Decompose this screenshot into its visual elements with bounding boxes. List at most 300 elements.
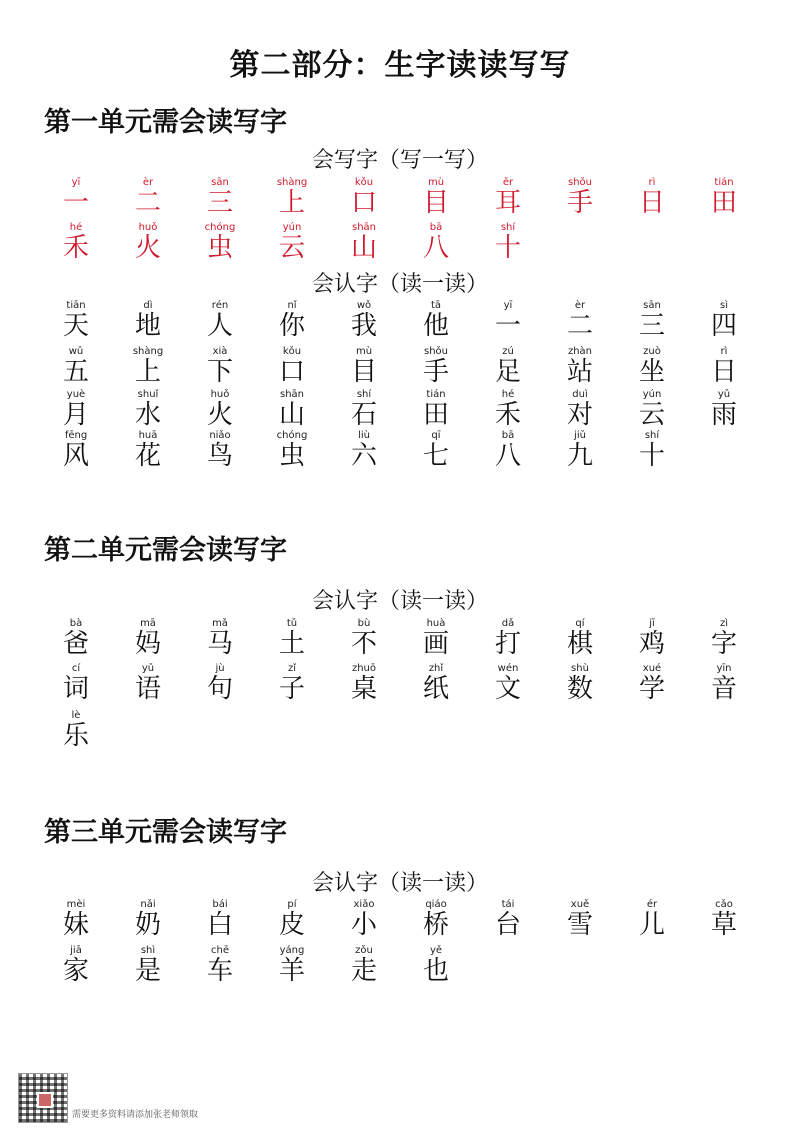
hanzi: 学 — [638, 674, 665, 704]
pinyin: jī — [649, 618, 655, 629]
pinyin: zuò — [643, 346, 661, 357]
pinyin: qiáo — [425, 899, 447, 910]
character-cell — [112, 177, 184, 221]
pinyin: yǔ — [141, 663, 155, 674]
character-cell — [328, 177, 400, 221]
pinyin: wǒ — [356, 300, 372, 311]
pinyin: duì — [572, 389, 588, 400]
group-label: 会写字（写一写） — [311, 148, 488, 173]
pinyin: zhǐ — [428, 663, 444, 674]
hanzi: 句 — [206, 674, 233, 704]
character-cell — [544, 899, 616, 943]
pinyin: jiā — [70, 945, 82, 956]
character-cell — [328, 346, 400, 390]
pinyin: bā — [429, 222, 443, 233]
pinyin: cǎo — [715, 899, 733, 910]
character-cell — [688, 389, 760, 433]
hanzi: 耳 — [494, 188, 521, 218]
group-label: 会认字（读一读） — [311, 589, 488, 614]
pinyin: qí — [575, 618, 585, 629]
hanzi: 台 — [494, 910, 521, 940]
hanzi: 七 — [422, 441, 449, 471]
hanzi: 九 — [566, 441, 593, 471]
character-cell — [328, 663, 400, 707]
hanzi: 四 — [710, 311, 737, 341]
character-cell — [688, 899, 760, 943]
hanzi: 火 — [134, 233, 161, 263]
hanzi: 石 — [350, 400, 377, 430]
pinyin: ér — [646, 899, 658, 910]
hanzi: 三 — [206, 188, 233, 218]
pinyin: qī — [431, 430, 441, 441]
hanzi: 目 — [422, 188, 449, 218]
pinyin: huà — [426, 618, 446, 629]
hanzi: 田 — [710, 188, 737, 218]
hanzi: 上 — [278, 188, 305, 218]
character-cell — [472, 389, 544, 433]
pinyin: zǒu — [355, 945, 373, 956]
character-cell — [544, 430, 616, 474]
pinyin: kǒu — [354, 177, 374, 188]
character-cell — [472, 222, 544, 266]
character-cell — [328, 945, 400, 989]
hanzi: 乐 — [62, 721, 89, 751]
hanzi: 站 — [566, 357, 593, 387]
character-cell — [40, 300, 112, 344]
character-cell — [472, 346, 544, 390]
pinyin: shǒu — [423, 346, 448, 357]
pinyin: shàng — [276, 177, 308, 188]
character-cell — [40, 663, 112, 707]
pinyin: zì — [719, 618, 729, 629]
pinyin: shuǐ — [137, 389, 159, 400]
character-cell — [184, 899, 256, 943]
pinyin: niǎo — [209, 430, 231, 441]
character-cell — [184, 389, 256, 433]
character-cell — [616, 663, 688, 707]
hanzi: 家 — [62, 956, 89, 986]
hanzi: 土 — [278, 629, 305, 659]
character-cell — [400, 663, 472, 707]
page-title: 第二部分：生字读读写写 — [229, 48, 571, 83]
character-cell — [472, 899, 544, 943]
qr-code — [18, 1073, 68, 1123]
character-cell — [544, 663, 616, 707]
pinyin: mǎ — [212, 618, 228, 629]
character-row — [40, 346, 770, 390]
character-cell — [112, 300, 184, 344]
character-row — [40, 618, 770, 662]
hanzi: 羊 — [278, 956, 305, 986]
character-cell — [688, 300, 760, 344]
pinyin: wén — [497, 663, 519, 674]
section-heading: 第二单元需会读写字 — [44, 535, 287, 566]
hanzi: 车 — [206, 956, 233, 986]
hanzi: 鸟 — [206, 441, 233, 471]
hanzi: 天 — [62, 311, 89, 341]
pinyin: xiǎo — [353, 899, 375, 910]
hanzi: 桌 — [350, 674, 377, 704]
pinyin: shí — [356, 389, 372, 400]
character-cell — [616, 177, 688, 221]
character-cell — [616, 618, 688, 662]
hanzi: 坐 — [638, 357, 665, 387]
hanzi: 云 — [638, 400, 665, 430]
pinyin: huā — [138, 430, 158, 441]
character-cell — [112, 222, 184, 266]
pinyin: dì — [143, 300, 153, 311]
character-cell — [472, 618, 544, 662]
character-row — [40, 710, 770, 754]
character-row — [40, 945, 770, 989]
character-cell — [616, 430, 688, 474]
pinyin: ěr — [502, 177, 514, 188]
character-cell — [256, 430, 328, 474]
pinyin: tā — [430, 300, 442, 311]
pinyin: mèi — [66, 899, 86, 910]
character-cell — [256, 300, 328, 344]
hanzi: 你 — [278, 311, 305, 341]
pinyin: yún — [642, 389, 662, 400]
character-cell — [328, 389, 400, 433]
pinyin: zǐ — [287, 663, 297, 674]
character-cell — [256, 899, 328, 943]
character-cell — [184, 618, 256, 662]
character-cell — [40, 389, 112, 433]
hanzi: 手 — [422, 357, 449, 387]
pinyin: chóng — [204, 222, 236, 233]
hanzi: 儿 — [638, 910, 665, 940]
pinyin: hé — [69, 222, 83, 233]
character-cell — [256, 346, 328, 390]
pinyin: tiān — [66, 300, 86, 311]
character-cell — [184, 430, 256, 474]
hanzi: 八 — [494, 441, 521, 471]
pinyin: mù — [427, 177, 445, 188]
hanzi: 雪 — [566, 910, 593, 940]
character-cell — [400, 899, 472, 943]
hanzi: 虫 — [278, 441, 305, 471]
character-cell — [256, 177, 328, 221]
character-cell — [688, 618, 760, 662]
hanzi: 白 — [206, 910, 233, 940]
pinyin: kǒu — [282, 346, 302, 357]
hanzi: 禾 — [62, 233, 89, 263]
pinyin: bù — [357, 618, 371, 629]
hanzi: 月 — [62, 400, 89, 430]
character-cell — [256, 618, 328, 662]
hanzi: 二 — [566, 311, 593, 341]
pinyin: shǒu — [567, 177, 592, 188]
hanzi: 是 — [134, 956, 161, 986]
character-cell — [400, 389, 472, 433]
character-cell — [544, 177, 616, 221]
section-heading: 第一单元需会读写字 — [44, 107, 287, 138]
pinyin: lè — [71, 710, 81, 721]
character-cell — [184, 663, 256, 707]
pinyin: yún — [282, 222, 302, 233]
hanzi: 八 — [422, 233, 449, 263]
character-cell — [256, 945, 328, 989]
hanzi: 草 — [710, 910, 737, 940]
character-cell — [184, 177, 256, 221]
pinyin: shān — [351, 222, 376, 233]
character-cell — [472, 177, 544, 221]
character-row — [40, 430, 770, 474]
group-label: 会认字（读一读） — [311, 871, 488, 896]
character-cell — [400, 618, 472, 662]
hanzi: 鸡 — [638, 629, 665, 659]
character-cell — [544, 300, 616, 344]
hanzi: 日 — [638, 188, 665, 218]
pinyin: shàng — [132, 346, 164, 357]
pinyin: fēng — [64, 430, 88, 441]
hanzi: 口 — [278, 357, 305, 387]
character-cell — [40, 945, 112, 989]
character-cell — [544, 618, 616, 662]
character-cell — [184, 346, 256, 390]
hanzi: 目 — [350, 357, 377, 387]
character-row — [40, 177, 770, 221]
pinyin: sì — [720, 300, 728, 311]
pinyin: huǒ — [138, 222, 158, 233]
character-cell — [112, 899, 184, 943]
hanzi: 虫 — [206, 233, 233, 263]
hanzi: 山 — [278, 400, 305, 430]
hanzi: 奶 — [134, 910, 161, 940]
character-cell — [328, 899, 400, 943]
hanzi: 火 — [206, 400, 233, 430]
pinyin: chē — [211, 945, 229, 956]
hanzi: 上 — [134, 357, 161, 387]
hanzi: 词 — [62, 674, 89, 704]
character-cell — [40, 899, 112, 943]
character-cell — [544, 346, 616, 390]
pinyin: bā — [501, 430, 515, 441]
pinyin: shí — [500, 222, 516, 233]
hanzi: 打 — [494, 629, 521, 659]
hanzi: 纸 — [422, 674, 449, 704]
pinyin: shù — [571, 663, 589, 674]
hanzi: 五 — [62, 357, 89, 387]
character-cell — [544, 389, 616, 433]
character-cell — [184, 945, 256, 989]
hanzi: 人 — [206, 311, 233, 341]
character-cell — [256, 663, 328, 707]
character-cell — [328, 430, 400, 474]
character-row — [40, 222, 770, 266]
hanzi: 也 — [422, 956, 449, 986]
hanzi: 云 — [278, 233, 305, 263]
hanzi: 花 — [134, 441, 161, 471]
character-cell — [40, 222, 112, 266]
hanzi: 一 — [62, 188, 89, 218]
character-cell — [400, 945, 472, 989]
pinyin: yǔ — [717, 389, 731, 400]
character-row — [40, 389, 770, 433]
character-cell — [112, 618, 184, 662]
hanzi: 马 — [206, 629, 233, 659]
character-row — [40, 663, 770, 707]
hanzi: 一 — [494, 311, 521, 341]
pinyin: xià — [212, 346, 228, 357]
footer-note: 需要更多资料请添加张老师领取 — [72, 1110, 199, 1120]
pinyin: chóng — [276, 430, 308, 441]
character-cell — [472, 300, 544, 344]
hanzi: 桥 — [422, 910, 449, 940]
hanzi: 我 — [350, 311, 377, 341]
character-cell — [400, 346, 472, 390]
character-cell — [256, 389, 328, 433]
character-row — [40, 899, 770, 943]
hanzi: 田 — [422, 400, 449, 430]
pinyin: bà — [69, 618, 83, 629]
character-cell — [112, 663, 184, 707]
character-cell — [688, 346, 760, 390]
hanzi: 棋 — [566, 629, 593, 659]
hanzi: 下 — [206, 357, 233, 387]
hanzi: 禾 — [494, 400, 521, 430]
pinyin: tǔ — [286, 618, 298, 629]
pinyin: zhuō — [351, 663, 377, 674]
hanzi: 走 — [350, 956, 377, 986]
hanzi: 数 — [566, 674, 593, 704]
character-cell — [40, 346, 112, 390]
character-cell — [112, 389, 184, 433]
hanzi: 三 — [638, 311, 665, 341]
hanzi: 十 — [494, 233, 521, 263]
hanzi: 手 — [566, 188, 593, 218]
hanzi: 风 — [62, 441, 89, 471]
hanzi: 皮 — [278, 910, 305, 940]
pinyin: nǎi — [140, 899, 156, 910]
qr-avatar-icon — [37, 1092, 53, 1108]
pinyin: tián — [426, 389, 446, 400]
pinyin: shí — [644, 430, 660, 441]
character-cell — [328, 300, 400, 344]
pinyin: mā — [140, 618, 156, 629]
character-cell — [328, 618, 400, 662]
hanzi: 妹 — [62, 910, 89, 940]
hanzi: 雨 — [710, 400, 737, 430]
hanzi: 二 — [134, 188, 161, 218]
character-cell — [256, 222, 328, 266]
pinyin: zhàn — [567, 346, 593, 357]
character-cell — [616, 899, 688, 943]
pinyin: rì — [720, 346, 728, 357]
section-heading: 第三单元需会读写字 — [44, 817, 287, 848]
hanzi: 十 — [638, 441, 665, 471]
hanzi: 日 — [710, 357, 737, 387]
character-cell — [616, 300, 688, 344]
pinyin: èr — [574, 300, 586, 311]
hanzi: 字 — [710, 629, 737, 659]
hanzi: 地 — [134, 311, 161, 341]
hanzi: 足 — [494, 357, 521, 387]
hanzi: 文 — [494, 674, 521, 704]
pinyin: cí — [71, 663, 81, 674]
pinyin: zú — [502, 346, 514, 357]
pinyin: jù — [215, 663, 225, 674]
character-cell — [400, 300, 472, 344]
hanzi: 六 — [350, 441, 377, 471]
pinyin: yáng — [279, 945, 305, 956]
pinyin: liù — [358, 430, 370, 441]
pinyin: sān — [643, 300, 661, 311]
character-cell — [184, 222, 256, 266]
hanzi: 水 — [134, 400, 161, 430]
pinyin: dǎ — [501, 618, 515, 629]
character-cell — [400, 430, 472, 474]
character-cell — [112, 945, 184, 989]
pinyin: jiǔ — [574, 430, 586, 441]
hanzi: 子 — [278, 674, 305, 704]
character-cell — [184, 300, 256, 344]
hanzi: 小 — [350, 910, 377, 940]
hanzi: 爸 — [62, 629, 89, 659]
group-label: 会认字（读一读） — [311, 272, 488, 297]
hanzi: 画 — [422, 629, 449, 659]
pinyin: bái — [212, 899, 228, 910]
pinyin: yī — [71, 177, 81, 188]
pinyin: xué — [642, 663, 662, 674]
character-cell — [400, 177, 472, 221]
pinyin: wǔ — [68, 346, 84, 357]
pinyin: tián — [714, 177, 734, 188]
pinyin: nǐ — [287, 300, 297, 311]
character-cell — [472, 430, 544, 474]
hanzi: 山 — [350, 233, 377, 263]
pinyin: sān — [211, 177, 229, 188]
character-cell — [40, 618, 112, 662]
character-cell — [40, 177, 112, 221]
character-cell — [112, 346, 184, 390]
character-row — [40, 300, 770, 344]
pinyin: mù — [355, 346, 373, 357]
character-cell — [688, 663, 760, 707]
character-cell — [400, 222, 472, 266]
pinyin: yě — [429, 945, 443, 956]
hanzi: 口 — [350, 188, 377, 218]
pinyin: pí — [287, 899, 297, 910]
pinyin: rén — [211, 300, 229, 311]
character-cell — [616, 346, 688, 390]
character-cell — [472, 663, 544, 707]
hanzi: 妈 — [134, 629, 161, 659]
hanzi: 音 — [710, 674, 737, 704]
pinyin: shān — [279, 389, 304, 400]
character-cell — [112, 430, 184, 474]
pinyin: shì — [140, 945, 156, 956]
pinyin: xuě — [570, 899, 590, 910]
pinyin: èr — [142, 177, 154, 188]
character-cell — [688, 177, 760, 221]
pinyin: tái — [501, 899, 515, 910]
character-cell — [616, 389, 688, 433]
hanzi: 对 — [566, 400, 593, 430]
character-cell — [328, 222, 400, 266]
pinyin: rì — [648, 177, 656, 188]
character-cell — [40, 430, 112, 474]
character-cell — [40, 710, 112, 754]
pinyin: yī — [503, 300, 513, 311]
hanzi: 他 — [422, 311, 449, 341]
pinyin: yīn — [716, 663, 732, 674]
pinyin: yuè — [66, 389, 86, 400]
hanzi: 不 — [350, 629, 377, 659]
pinyin: hé — [501, 389, 515, 400]
pinyin: huǒ — [210, 389, 230, 400]
